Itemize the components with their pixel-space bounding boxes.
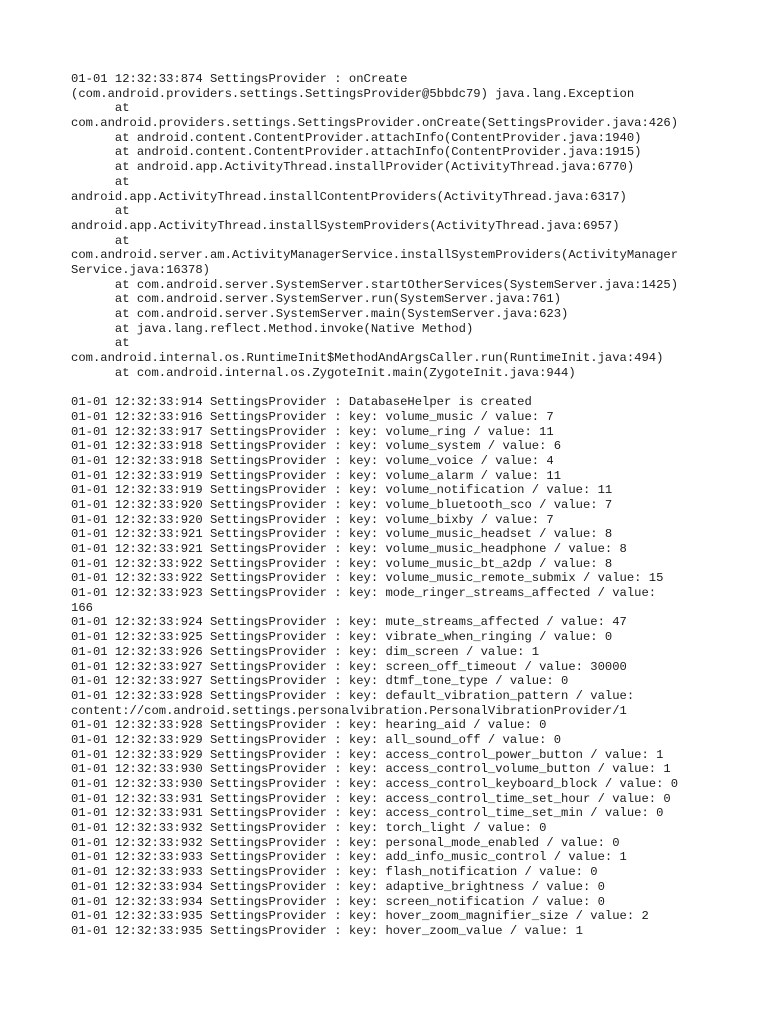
log-line: 01-01 12:32:33:934 SettingsProvider : key: screen_notification / value: 0 bbox=[71, 894, 605, 909]
stack-trace-line: at bbox=[71, 233, 130, 248]
stack-trace-line: at com.android.server.SystemServer.run(SystemServer.java:761) bbox=[71, 292, 562, 307]
log-line: 01-01 12:32:33:928 SettingsProvider : key: default_vibration_pattern / value: bbox=[71, 688, 635, 703]
stack-trace-line: at com.android.internal.os.ZygoteInit.main(ZygoteInit.java:944) bbox=[71, 365, 576, 380]
log-line: 01-01 12:32:33:917 SettingsProvider : key: volume_ring / value: 11 bbox=[71, 424, 554, 439]
log-line: 01-01 12:32:33:922 SettingsProvider : key: volume_music_remote_submix / value: 15 bbox=[71, 571, 664, 586]
log-line: 01-01 12:32:33:931 SettingsProvider : key: access_control_time_set_hour / value: 0 bbox=[71, 791, 671, 806]
log-line: 01-01 12:32:33:929 SettingsProvider : key: access_control_power_button / value: 1 bbox=[71, 747, 664, 762]
log-line: 01-01 12:32:33:933 SettingsProvider : key: flash_notification / value: 0 bbox=[71, 865, 598, 880]
log-line: 01-01 12:32:33:933 SettingsProvider : key: add_info_music_control / value: 1 bbox=[71, 850, 627, 865]
settings-log-block bbox=[71, 395, 711, 938]
log-line: 01-01 12:32:33:919 SettingsProvider : key: volume_alarm / value: 11 bbox=[71, 468, 562, 483]
stack-trace-line: at com.android.server.SystemServer.main(SystemServer.java:623) bbox=[71, 307, 569, 321]
stack-trace-line: 01-01 12:32:33:874 SettingsProvider : onCreate bbox=[71, 72, 408, 86]
log-line: 01-01 12:32:33:920 SettingsProvider : key: volume_bixby / value: 7 bbox=[71, 512, 554, 527]
log-line: 01-01 12:32:33:927 SettingsProvider : key: dtmf_tone_type / value: 0 bbox=[71, 674, 569, 689]
stack-trace-line: at android.app.ActivityThread.installProvider(ActivityThread.java:6770) bbox=[71, 160, 635, 175]
blank-line bbox=[71, 380, 711, 395]
log-line: 01-01 12:32:33:914 SettingsProvider : DatabaseHelper is created bbox=[71, 395, 532, 410]
stack-trace-line: com.android.internal.os.RuntimeInit$MethodAndArgsCaller.run(RuntimeInit.java:494) bbox=[71, 351, 664, 366]
stack-trace-line: android.app.ActivityThread.installContentProviders(ActivityThread.java:6317) bbox=[71, 189, 627, 204]
log-line: 01-01 12:32:33:928 SettingsProvider : key: hearing_aid / value: 0 bbox=[71, 718, 547, 733]
stack-trace-line: at bbox=[71, 174, 130, 189]
log-line: 01-01 12:32:33:927 SettingsProvider : key: screen_off_timeout / value: 30000 bbox=[71, 659, 627, 674]
stack-trace-line: android.app.ActivityThread.installSystemProviders(ActivityThread.java:6957) bbox=[71, 218, 620, 233]
log-line: 01-01 12:32:33:929 SettingsProvider : key: all_sound_off / value: 0 bbox=[71, 732, 562, 747]
stack-trace-line: at java.lang.reflect.Method.invoke(Native Method) bbox=[71, 321, 474, 336]
log-line: 01-01 12:32:33:930 SettingsProvider : key: access_control_volume_button / value: 1 bbox=[71, 762, 671, 777]
log-line: 01-01 12:32:33:924 SettingsProvider : key: mute_streams_affected / value: 47 bbox=[71, 615, 627, 630]
stack-trace-line: at bbox=[71, 204, 130, 219]
stack-trace-line: at bbox=[71, 336, 130, 351]
log-line: 01-01 12:32:33:920 SettingsProvider : key: volume_bluetooth_sco / value: 7 bbox=[71, 497, 613, 512]
stack-trace-line: at android.content.ContentProvider.attachInfo(ContentProvider.java:1915) bbox=[71, 145, 642, 160]
log-line: 01-01 12:32:33:921 SettingsProvider : key: volume_music_headset / value: 8 bbox=[71, 527, 613, 542]
log-line: 01-01 12:32:33:935 SettingsProvider : key: hover_zoom_magnifier_size / value: 2 bbox=[71, 909, 649, 924]
log-line: 01-01 12:32:33:926 SettingsProvider : key: dim_screen / value: 1 bbox=[71, 644, 540, 659]
stack-trace-line: com.android.server.am.ActivityManagerService.installSystemProviders(ActivityManager bbox=[71, 248, 679, 263]
log-line: 01-01 12:32:33:932 SettingsProvider : key: torch_light / value: 0 bbox=[71, 821, 547, 836]
log-line: content://com.android.settings.personalvibration.PersonalVibrationProvider/1 bbox=[71, 703, 627, 718]
log-line: 01-01 12:32:33:921 SettingsProvider : key: volume_music_headphone / value: 8 bbox=[71, 542, 627, 556]
log-line: 01-01 12:32:33:935 SettingsProvider : key: hover_zoom_value / value: 1 bbox=[71, 923, 583, 938]
log-line: 01-01 12:32:33:932 SettingsProvider : key: personal_mode_enabled / value: 0 bbox=[71, 835, 620, 850]
log-line: 01-01 12:32:33:918 SettingsProvider : key: volume_voice / value: 4 bbox=[71, 453, 554, 468]
log-line: 01-01 12:32:33:923 SettingsProvider : key: mode_ringer_streams_affected / value: bbox=[71, 586, 657, 601]
log-line: 01-01 12:32:33:930 SettingsProvider : key: access_control_keyboard_block / value: 0 bbox=[71, 777, 679, 791]
stack-trace-line: com.android.providers.settings.SettingsProvider.onCreate(SettingsProvider.java:426) bbox=[71, 116, 679, 131]
log-line: 01-01 12:32:33:925 SettingsProvider : key: vibrate_when_ringing / value: 0 bbox=[71, 630, 613, 645]
log-line: 01-01 12:32:33:918 SettingsProvider : key: volume_system / value: 6 bbox=[71, 439, 562, 454]
log-line: 01-01 12:32:33:934 SettingsProvider : key: adaptive_brightness / value: 0 bbox=[71, 879, 605, 894]
stack-trace-line: at bbox=[71, 101, 130, 116]
stack-trace-block bbox=[71, 72, 711, 380]
log-line: 01-01 12:32:33:919 SettingsProvider : key: volume_notification / value: 11 bbox=[71, 483, 613, 498]
log-line: 01-01 12:32:33:931 SettingsProvider : key: access_control_time_set_min / value: 0 bbox=[71, 806, 664, 821]
log-line: 166 bbox=[71, 600, 93, 615]
log-document bbox=[71, 72, 711, 939]
stack-trace-line: (com.android.providers.settings.SettingsProvider@5bbdc79) java.lang.Exception bbox=[71, 86, 635, 101]
stack-trace-line: at android.content.ContentProvider.attachInfo(ContentProvider.java:1940) bbox=[71, 130, 642, 145]
stack-trace-line: Service.java:16378) bbox=[71, 262, 210, 277]
stack-trace-line: at com.android.server.SystemServer.startOtherServices(SystemServer.java:1425) bbox=[71, 277, 679, 292]
log-line: 01-01 12:32:33:916 SettingsProvider : key: volume_music / value: 7 bbox=[71, 409, 554, 424]
log-line: 01-01 12:32:33:922 SettingsProvider : key: volume_music_bt_a2dp / value: 8 bbox=[71, 556, 613, 571]
